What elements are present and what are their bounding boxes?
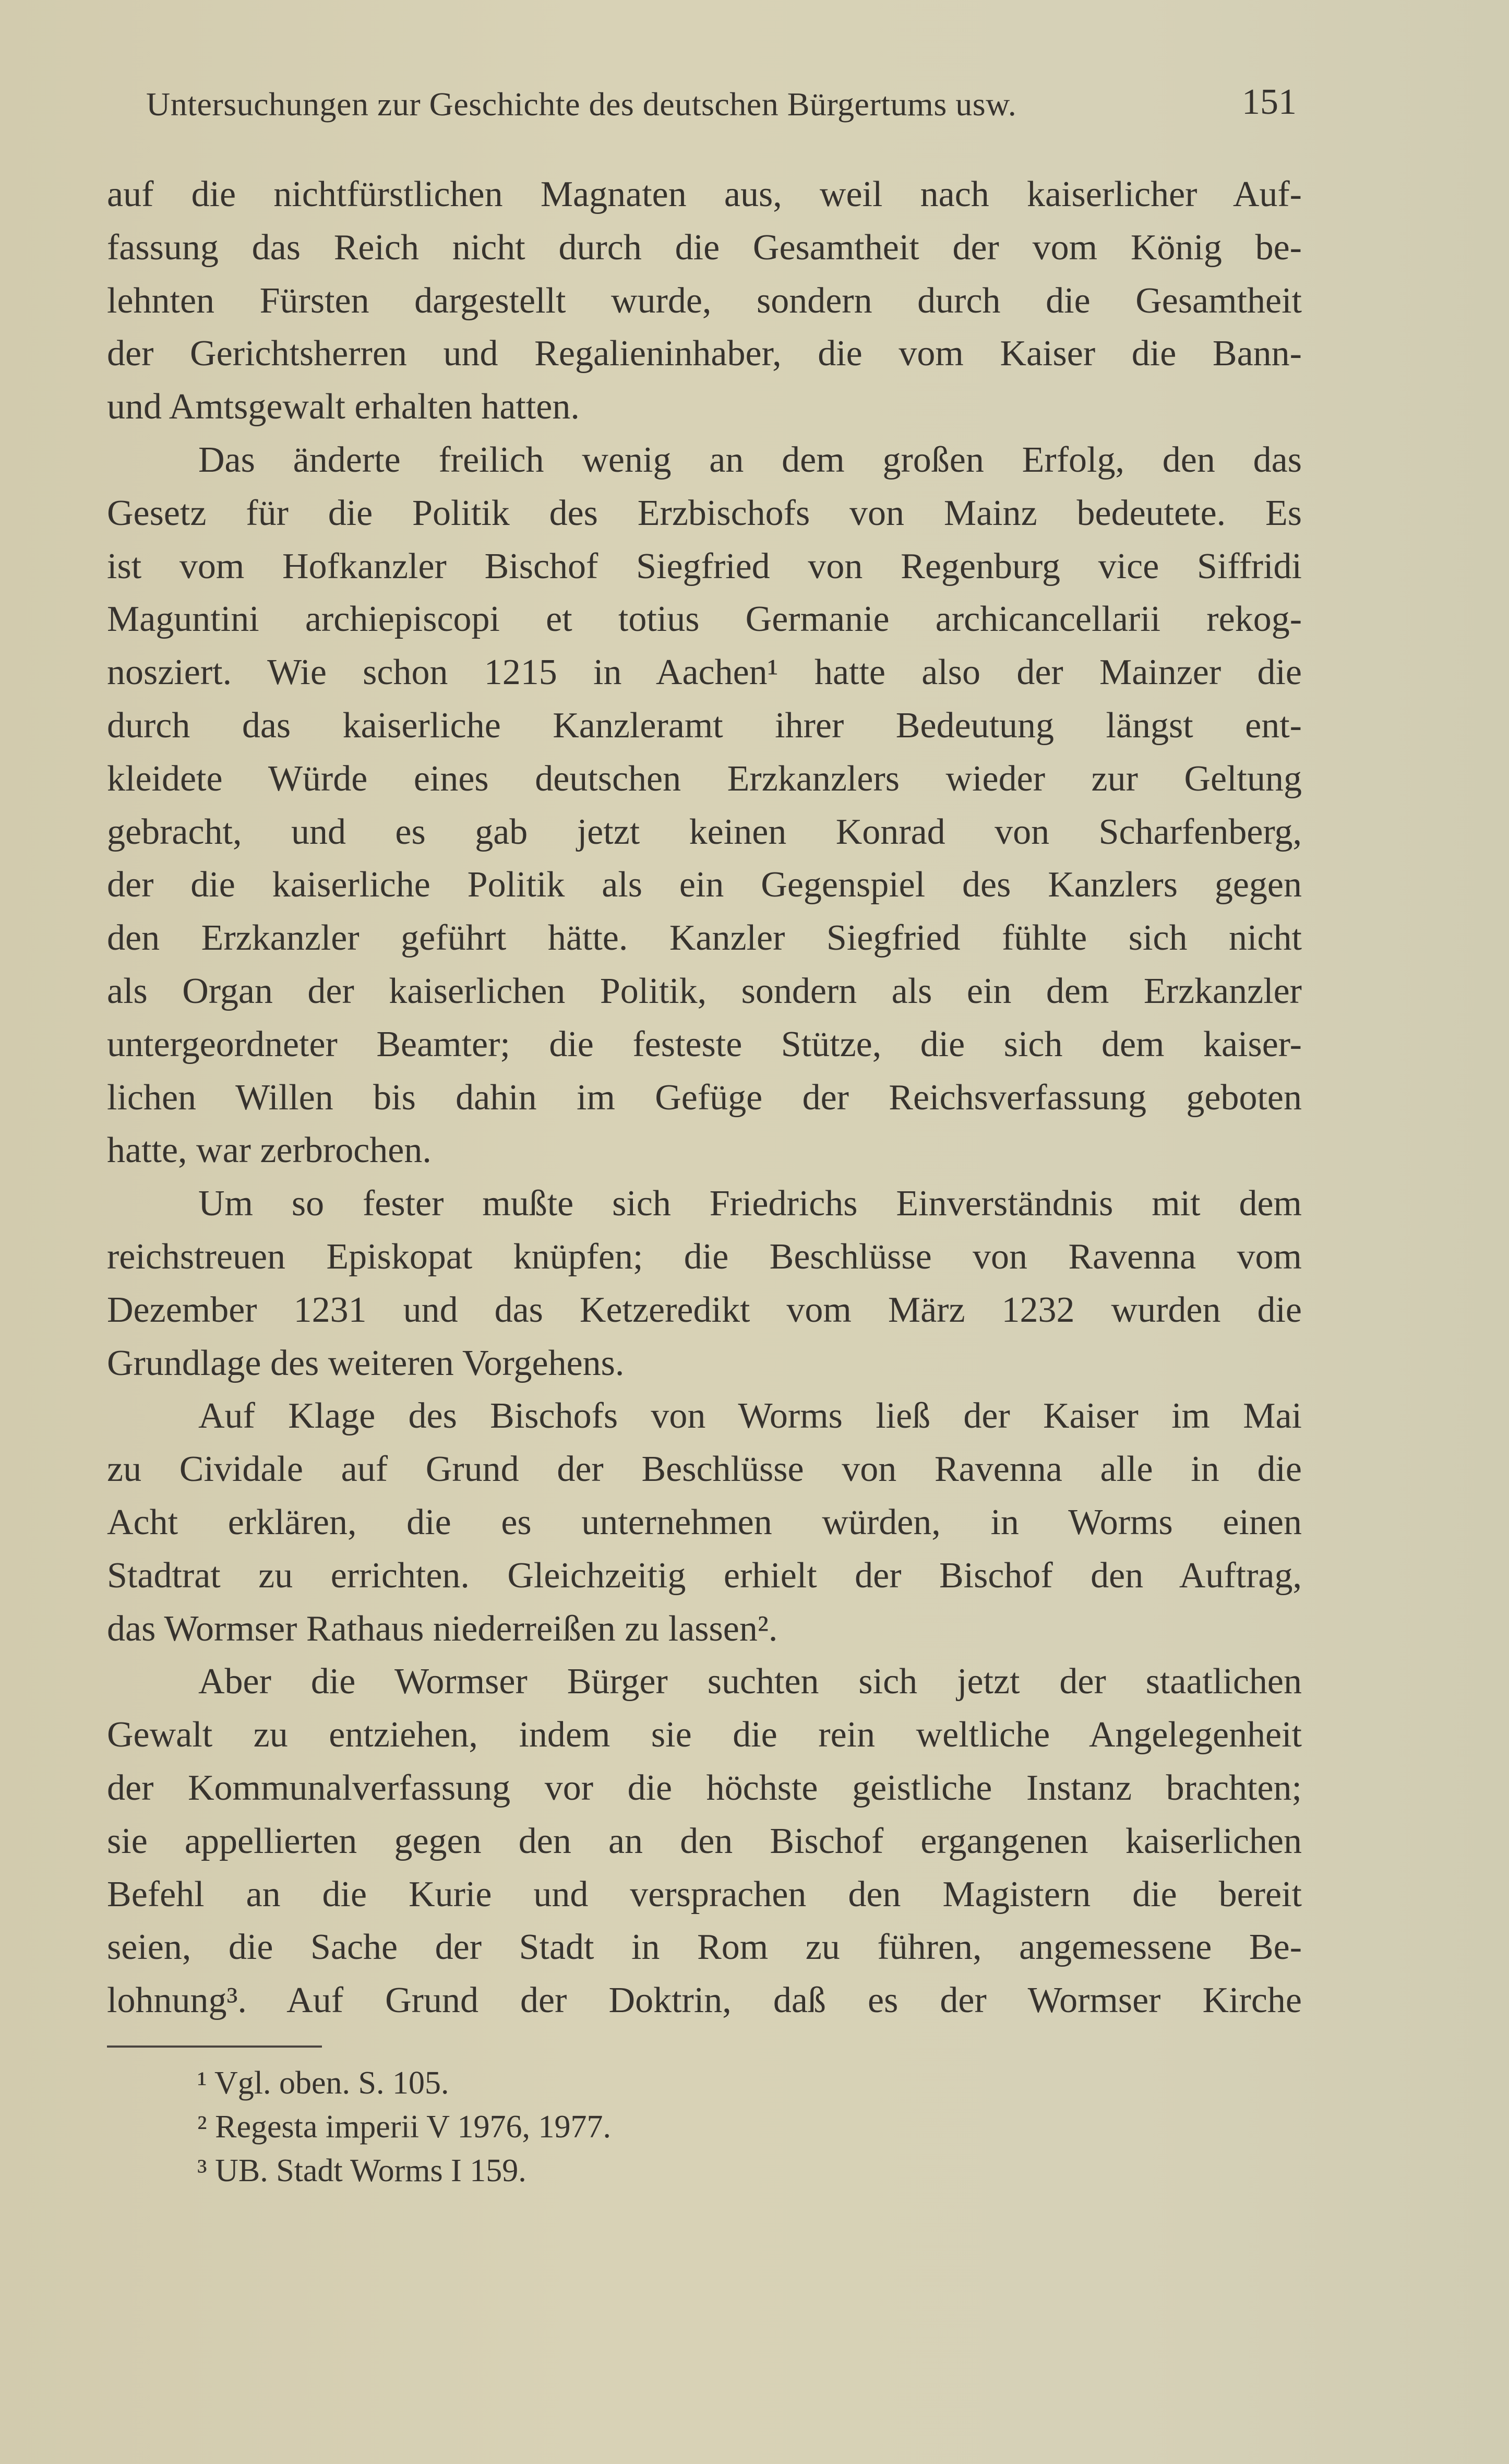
footnote: ³ UB. Stadt Worms I 159. bbox=[197, 2153, 526, 2188]
text-line: Auf Klage des Bischofs von Worms ließ der Kaiser im Mai bbox=[198, 1396, 1302, 1437]
text-line: Stadtrat zu errichten. Gleichzeitig erhielt der Bischof den Auftrag, bbox=[107, 1555, 1302, 1596]
text-line: zu Cividale auf Grund der Beschlüsse von Ravenna alle in die bbox=[107, 1449, 1302, 1490]
text-line: seien, die Sache der Stadt in Rom zu führen, angemessene Be- bbox=[107, 1927, 1302, 1968]
text-line: sie appellierten gegen den an den Bischof ergangenen kaiserlichen bbox=[107, 1821, 1302, 1861]
paragraph bbox=[107, 1390, 1302, 1655]
text-line: gebracht, und es gab jetzt keinen Konrad von Scharfenberg, bbox=[107, 811, 1302, 852]
text-line: Dezember 1231 und das Ketzeredikt vom März 1232 wurden die bbox=[107, 1289, 1302, 1330]
text-line: lohnung³. Auf Grund der Doktrin, daß es der Wormser Kirche bbox=[107, 1980, 1302, 2021]
text-line: nosziert. Wie schon 1215 in Aachen¹ hatte also der Mainzer die bbox=[107, 652, 1302, 693]
footnote-divider bbox=[107, 2046, 322, 2048]
paragraph bbox=[107, 434, 1302, 1177]
text-line: lichen Willen bis dahin im Gefüge der Reichsverfassung geboten bbox=[107, 1077, 1302, 1118]
text-line: Gesetz für die Politik des Erzbischofs von Mainz bedeutete. Es bbox=[107, 493, 1302, 533]
text-line: hatte, war zerbrochen. bbox=[107, 1130, 432, 1171]
text-line: das Wormser Rathaus niederreißen zu lassen². bbox=[107, 1608, 778, 1649]
text-line: reichstreuen Episkopat knüpfen; die Beschlüsse von Ravenna vom bbox=[107, 1236, 1302, 1277]
text-line: ist vom Hofkanzler Bischof Siegfried von Regenburg vice Siffridi bbox=[107, 546, 1302, 587]
text-line: den Erzkanzler geführt hätte. Kanzler Siegfried fühlte sich nicht bbox=[107, 918, 1302, 959]
running-title: Untersuchungen zur Geschichte des deutschen Bürgertums usw. bbox=[146, 86, 1017, 123]
paragraph bbox=[107, 1177, 1302, 1390]
text-line: untergeordneter Beamter; die festeste Stütze, die sich dem kaiser- bbox=[107, 1024, 1302, 1064]
text-line: auf die nichtfürstlichen Magnaten aus, weil nach kaiserlicher Auf- bbox=[107, 174, 1302, 214]
text-line: Acht erklären, die es unternehmen würden, in Worms einen bbox=[107, 1502, 1302, 1542]
page-number: 151 bbox=[1242, 82, 1297, 122]
footnote: ¹ Vgl. oben. S. 105. bbox=[197, 2065, 449, 2101]
text-line: Das änderte freilich wenig an dem großen Erfolg, den das bbox=[198, 439, 1302, 480]
text-line: fassung das Reich nicht durch die Gesamtheit der vom König be- bbox=[107, 227, 1302, 268]
text-line: der die kaiserliche Politik als ein Gegenspiel des Kanzlers gegen bbox=[107, 865, 1302, 905]
text-line: Gewalt zu entziehen, indem sie die rein weltliche Angelegenheit bbox=[107, 1715, 1302, 1755]
body-text bbox=[107, 168, 1302, 2027]
text-line: durch das kaiserliche Kanzleramt ihrer Bedeutung längst ent- bbox=[107, 705, 1302, 746]
footnotes bbox=[197, 2061, 611, 2193]
text-line: Aber die Wormser Bürger suchten sich jetzt der staatlichen bbox=[198, 1661, 1302, 1702]
text-line: lehnten Fürsten dargestellt wurde, sondern durch die Gesamtheit bbox=[107, 280, 1302, 321]
text-line: kleidete Würde eines deutschen Erzkanzlers wieder zur Geltung bbox=[107, 758, 1302, 799]
paragraph bbox=[107, 1655, 1302, 2027]
text-line: Befehl an die Kurie und versprachen den Magistern die bereit bbox=[107, 1874, 1302, 1915]
paragraph bbox=[107, 168, 1302, 434]
footnote: ² Regesta imperii V 1976, 1977. bbox=[197, 2109, 611, 2145]
text-line: und Amtsgewalt erhalten hatten. bbox=[107, 387, 580, 427]
text-line: Grundlage des weiteren Vorgehens. bbox=[107, 1343, 625, 1383]
text-line: Maguntini archiepiscopi et totius Germanie archicancellarii rekog- bbox=[107, 599, 1302, 640]
text-line: der Kommunalverfassung vor die höchste geistliche Instanz brachten; bbox=[107, 1767, 1302, 1808]
text-line: Um so fester mußte sich Friedrichs Einverständnis mit dem bbox=[198, 1183, 1302, 1224]
text-line: der Gerichtsherren und Regalieninhaber, die vom Kaiser die Bann- bbox=[107, 333, 1302, 374]
text-line: als Organ der kaiserlichen Politik, sondern als ein dem Erzkanzler bbox=[107, 971, 1302, 1011]
